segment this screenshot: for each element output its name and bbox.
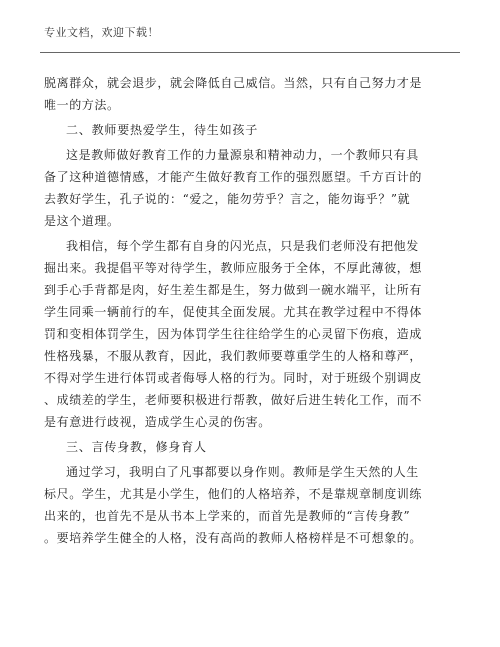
body-line: 是这个道理。 <box>44 214 120 228</box>
body-line: 性格残暴，不服从教育，因此，我们教师要尊重学生的人格和尊严， <box>44 349 423 363</box>
body-line: 是有意进行歧视，造成学生心灵的伤害。 <box>44 415 271 429</box>
body-line: 我相信，每个学生都有自身的闪光点，只是我们老师没有把他发 <box>66 239 419 253</box>
body-line: 唯一的方法。 <box>44 98 120 112</box>
body-line: 罚和变相体罚学生，因为体罚学生往往给学生的心灵留下伤痕，造成 <box>44 327 423 341</box>
body-line: 脱离群众，就会退步，就会降低自己威信。当然，只有自己努力才是 <box>44 76 423 90</box>
body-line: 学生同乘一辆前行的车，促使其全面发展。尤其在教学过程中不得体 <box>44 305 423 319</box>
document-body <box>44 72 456 549</box>
body-line: 备了这种道德情感，才能产生做好教育工作的强烈愿望。千方百计的 <box>44 170 423 184</box>
section-heading: 三、言传身教，修身育人 <box>66 440 207 454</box>
body-line: 出来的，也首先不是从书本上学来的，而首先是教师的“言传身教” <box>44 509 411 523</box>
body-line: 不得对学生进行体罚或者侮辱人格的行为。同时，对于班级个别调皮 <box>44 371 423 385</box>
body-line: 这是教师做好教育工作的力量源泉和精神动力，一个教师只有具 <box>66 148 419 162</box>
section-heading: 二、教师要热爱学生，待生如孩子 <box>66 123 259 137</box>
body-line: 到手心手背都是肉，好生差生都是生，努力做到一碗水端平，让所有 <box>44 283 423 297</box>
page-header: 专业文档，欢迎下载！ <box>44 26 159 39</box>
body-line: 标尺。学生，尤其是小学生，他们的人格培养，不是靠规章制度训练 <box>44 487 423 501</box>
body-line: 、成绩差的学生，老师要积极进行帮教，做好后进生转化工作，而不 <box>44 393 423 407</box>
body-line: 掘出来。我提倡平等对待学生，教师应服务于全体，不厚此薄彼，想 <box>44 261 423 275</box>
body-line: 。要培养学生健全的人格，没有高尚的教师人格榜样是不可想象的。 <box>44 531 423 545</box>
body-line: 去教好学生，孔子说的：“爱之，能勿劳乎？言之，能勿诲乎？”就 <box>44 192 411 206</box>
header-divider <box>40 52 460 53</box>
body-line: 通过学习，我明白了凡事都要以身作则。教师是学生天然的人生 <box>66 465 419 479</box>
